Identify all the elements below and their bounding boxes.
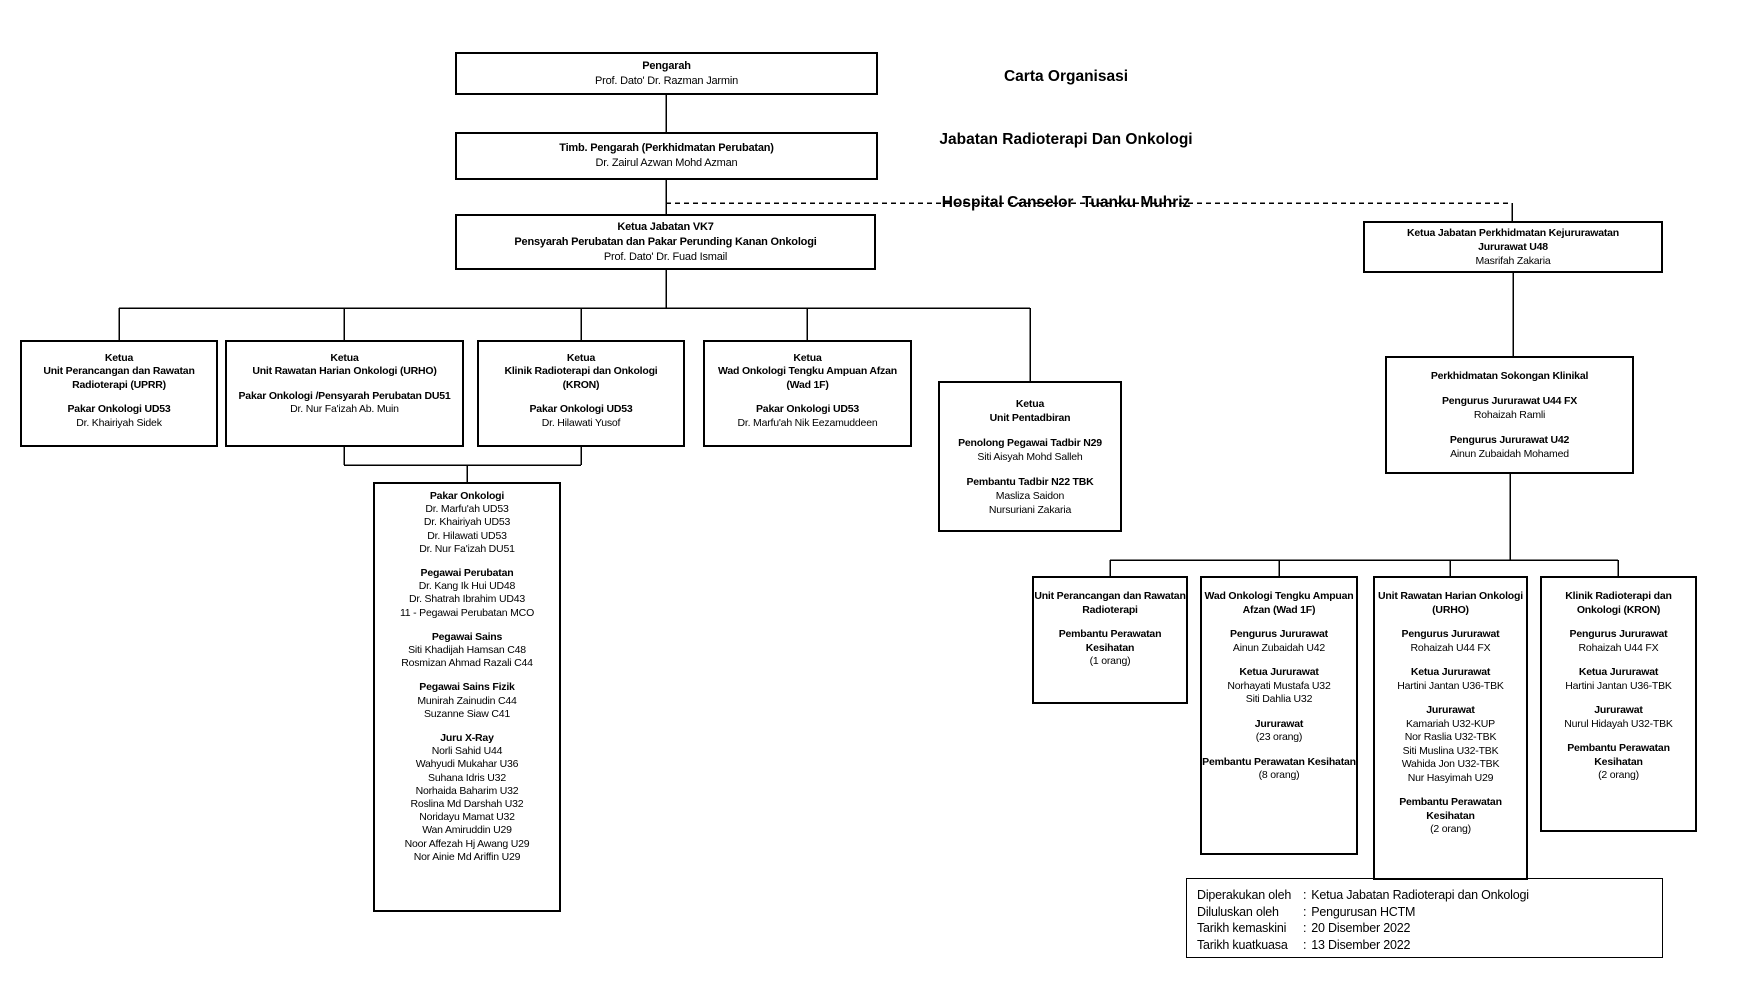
approval-value: Pengurusan HCTM (1311, 904, 1416, 919)
line-spacer (940, 464, 1120, 475)
box-urho-staff (1373, 576, 1528, 880)
org-box-line: Wahida Jon U32-TBK (1401, 758, 1500, 770)
line-spacer (1375, 693, 1526, 704)
colon-separator: : (1303, 888, 1307, 902)
org-box-line: Dr. Shatrah Ibrahim UD43 (408, 593, 525, 606)
approval-label: Tarikh kemaskini (1197, 921, 1287, 935)
approval-box (1186, 878, 1663, 958)
line-spacer (1375, 785, 1526, 796)
org-box-line: Ketua (1015, 397, 1045, 410)
org-box-line: Pembantu Perawatan Kesihatan (1567, 742, 1670, 768)
org-box-line: Klinik Radioterapi dan Onkologi (KRON) (1565, 590, 1672, 616)
org-box-line: Dr. Khairiyah UD53 (423, 516, 511, 529)
approval-value: Ketua Jabatan Radioterapi dan Onkologi (1311, 888, 1529, 902)
org-box-line: Ainun Zubaidah U42 (1232, 641, 1326, 654)
org-box-line: Pegawai Sains (431, 630, 503, 643)
chart-title (880, 24, 1252, 255)
org-box-line: Dr. Nur Fa'izah DU51 (419, 542, 515, 555)
line-spacer (375, 721, 559, 732)
org-box-line: Dr. Marfu'ah UD53 (425, 503, 509, 516)
approval-row (1197, 937, 1662, 954)
org-box-line: Prof. Dato' Dr. Fuad Ismail (603, 250, 728, 263)
approval-label: Diperakukan oleh (1197, 888, 1292, 902)
org-box-line: Ketua (104, 352, 134, 364)
org-box-line: Rohaizah Ramli (1473, 409, 1546, 421)
org-box-line: Siti Dahlia U32 (1245, 693, 1313, 705)
org-box-line: Dr. Kang Ik Hui UD48 (418, 580, 516, 593)
org-box-line: Nor Raslia U32-TBK (1404, 731, 1497, 743)
org-box-line: Ainun Zubaidah Mohamed (1450, 448, 1569, 460)
org-box-line: Timb. Pengarah (Perkhidmatan Perubatan) (559, 142, 774, 154)
org-box-line: Pegawai Sains Fizik (419, 681, 515, 694)
line-spacer (1034, 617, 1186, 628)
line-spacer (479, 392, 683, 403)
org-box-line: Siti Aisyah Mohd Salleh (977, 450, 1083, 463)
line-spacer (22, 392, 216, 403)
org-box-line: Masliza Saidon (995, 489, 1065, 502)
org-box-line: Unit Pentadbiran (989, 411, 1071, 424)
line-spacer (1387, 422, 1632, 433)
org-box-line: Siti Khadijah Hamsan C48 (408, 644, 526, 657)
org-box-line: Noridayu Mamat U32 (419, 811, 515, 824)
org-box-line: Unit Rawatan Harian Onkologi (URHO) (252, 365, 437, 378)
org-box-line: Kamariah U32-KUP (1405, 717, 1495, 730)
org-box-line: Dr. Zairul Azwan Mohd Azman (595, 157, 738, 169)
box-uprr-staff (1032, 576, 1188, 704)
box-pakar-onkologi-staff (373, 482, 561, 912)
org-box-line: Ketua (330, 352, 359, 364)
org-box-line: Pakar Onkologi (429, 490, 505, 502)
line-spacer (1542, 693, 1695, 704)
org-box-line: Dr. Marfu'ah Nik Eezamuddeen (737, 416, 878, 429)
org-box-line: Rohaizah U44 FX (1578, 641, 1659, 654)
colon-separator: : (1303, 937, 1307, 952)
org-box-line: (2 orang) (1430, 823, 1471, 835)
org-box-line: Jururawat U48 (1478, 241, 1548, 253)
org-box-line: Klinik Radioterapi dan Onkologi (504, 365, 658, 378)
org-box-line: Pengurus Jururawat U44 FX (1441, 395, 1578, 407)
org-box-line: Ketua (566, 352, 596, 364)
approval-row (1197, 920, 1662, 937)
org-box-line: Ketua Jururawat (1239, 666, 1319, 678)
org-box-line: Rohaizah U44 FX (1410, 641, 1491, 654)
chart-title-line2: Jabatan Radioterapi Dan Onkologi (939, 131, 1193, 148)
org-box-line: Dr. Hilawati Yusof (541, 416, 621, 429)
box-pentadbiran (938, 381, 1122, 532)
line-spacer (1202, 617, 1356, 628)
org-box-line: Pembantu Perawatan Kesihatan (1399, 796, 1502, 822)
org-box-line: (Wad 1F) (786, 378, 829, 391)
org-box-line: Ketua (793, 352, 822, 364)
org-box-line: Pakar Onkologi UD53 (756, 403, 859, 416)
org-box-line: (8 orang) (1258, 769, 1300, 781)
colon-separator: : (1303, 921, 1307, 935)
line-spacer (1542, 655, 1695, 666)
org-box-line: Hartini Jantan U36-TBK (1565, 679, 1672, 692)
org-box-line: Rosmizan Ahmad Razali C44 (401, 657, 533, 670)
line-spacer (1542, 617, 1695, 628)
approval-label: Diluluskan oleh (1197, 904, 1279, 919)
box-ketua-kejururawatan (1363, 221, 1663, 273)
box-timb-pengarah (455, 132, 878, 180)
line-spacer (1202, 745, 1356, 756)
org-box-line: Wad Onkologi Tengku Ampuan Afzan (718, 365, 897, 378)
box-kron-staff (1540, 576, 1697, 832)
org-box-line: Dr. Khairiyah Sidek (76, 416, 162, 429)
org-box-line: (23 orang) (1255, 731, 1303, 743)
org-box-line: Pensyarah Perubatan dan Pakar Perunding Kanan Onkologi (514, 235, 817, 248)
line-spacer (375, 556, 559, 567)
approval-row (1197, 904, 1662, 921)
org-box-line: Unit Perancangan dan Rawatan Radioterapi (UPRR) (43, 365, 195, 391)
org-box-line: Pakar Onkologi UD53 (529, 403, 633, 416)
approval-label: Tarikh kuatkuasa (1197, 937, 1288, 952)
org-box-line: Nur Hasyimah U29 (1407, 771, 1494, 784)
line-spacer (375, 670, 559, 681)
box-wad-1f-staff (1200, 576, 1358, 855)
org-box-line: Pengarah (642, 59, 691, 72)
org-box-line: Ketua Jabatan Perkhidmatan Kejururawatan (1407, 227, 1619, 239)
org-box-line: Jururawat (1594, 704, 1643, 716)
org-box-line: Norhayati Mustafa U32 (1227, 679, 1331, 692)
org-box-line: Jururawat (1254, 717, 1304, 730)
org-box-line: Roslina Md Darshah U32 (410, 798, 524, 811)
box-pengarah (455, 52, 878, 95)
org-box-line: Pembantu Perawatan Kesihatan (1058, 628, 1162, 654)
approval-value: 13 Disember 2022 (1311, 937, 1411, 952)
line-spacer (1387, 383, 1632, 394)
org-box-line: Pengurus Jururawat (1401, 628, 1500, 640)
org-box-line: Hartini Jantan U36-TBK (1397, 679, 1504, 692)
org-box-line: Pengurus Jururawat U42 (1449, 434, 1570, 446)
org-box-line: Ketua Jururawat (1410, 666, 1491, 678)
org-box-line: Wad Onkologi Tengku Ampuan Afzan (Wad 1F) (1204, 590, 1354, 616)
org-box-line: (1 orang) (1089, 655, 1131, 667)
org-box-line: Suzanne Siaw C41 (423, 707, 511, 720)
box-kron (477, 340, 685, 447)
line-spacer (1542, 731, 1695, 742)
org-box-line: Nor Ainie Md Ariffin U29 (413, 850, 521, 863)
org-box-line: Wan Amiruddin U29 (422, 824, 512, 837)
org-box-line: Ketua Jururawat (1578, 666, 1659, 678)
org-box-line: Nursuriani Zakaria (988, 503, 1072, 516)
org-box-line: Ketua Jabatan VK7 (617, 220, 714, 233)
org-box-line: Pembantu Perawatan Kesihatan (1202, 755, 1356, 768)
line-spacer (1375, 617, 1526, 628)
org-box-line: Pakar Onkologi /Pensyarah Perubatan DU51 (238, 389, 451, 402)
box-uprr (20, 340, 218, 447)
line-spacer (940, 425, 1120, 436)
chart-title-line1: Carta Organisasi (1003, 68, 1129, 85)
org-box-line: Pengurus Jururawat (1569, 628, 1668, 640)
org-box-line: Dr. Hilawati UD53 (427, 529, 507, 542)
org-box-line: Perkhidmatan Sokongan Klinikal (1430, 370, 1589, 382)
chart-title-line3: Hospital Canselor Tuanku Muhriz (941, 194, 1191, 211)
org-box-line: Jururawat (1426, 704, 1475, 716)
org-box-line: Noor Affezah Hj Awang U29 (404, 837, 530, 850)
box-ketua-jabatan-vk7 (455, 214, 876, 270)
line-spacer (227, 379, 462, 390)
line-spacer (1375, 655, 1526, 666)
org-box-line: (KRON) (562, 378, 600, 391)
line-spacer (1202, 707, 1356, 718)
org-box-line: Nurul Hidayah U32-TBK (1564, 717, 1673, 730)
org-box-line: Norli Sahid U44 (431, 745, 503, 758)
org-box-line: 11 - Pegawai Perubatan MCO (399, 606, 535, 619)
line-spacer (1202, 655, 1356, 666)
org-box-line: Pembantu Tadbir N22 TBK (966, 475, 1094, 488)
colon-separator: : (1303, 904, 1307, 919)
org-box-line: Pengurus Jururawat (1230, 628, 1328, 640)
org-box-line: Suhana Idris U32 (428, 771, 506, 784)
line-spacer (375, 620, 559, 631)
org-box-line: Unit Rawatan Harian Onkologi (URHO) (1378, 590, 1523, 616)
org-box-line: Juru X-Ray (440, 732, 494, 745)
org-box-line: Norhaida Baharim U32 (415, 784, 519, 797)
approval-row (1197, 887, 1662, 904)
org-box-line: Dr. Nur Fa'izah Ab. Muin (290, 403, 399, 416)
org-box-line: Pakar Onkologi UD53 (67, 403, 171, 416)
org-box-line: Penolong Pegawai Tadbir N29 (958, 436, 1102, 449)
box-wad-1f (703, 340, 912, 447)
org-box-line: Munirah Zainudin C44 (417, 694, 517, 707)
org-box-line: Wahyudi Mukahar U36 (415, 758, 519, 771)
org-box-line: Masrifah Zakaria (1475, 255, 1551, 267)
org-box-line: Siti Muslina U32-TBK (1402, 744, 1499, 757)
box-sokongan-klinikal (1385, 356, 1634, 474)
org-box-line: Pegawai Perubatan (420, 567, 514, 580)
org-box-line: (2 orang) (1598, 769, 1639, 781)
line-spacer (705, 392, 910, 403)
org-box-line: Unit Perancangan dan Rawatan Radioterapi (1034, 590, 1186, 616)
org-box-line: Prof. Dato' Dr. Razman Jarmin (594, 74, 738, 87)
approval-value: 20 Disember 2022 (1311, 921, 1411, 935)
box-urho (225, 340, 464, 447)
